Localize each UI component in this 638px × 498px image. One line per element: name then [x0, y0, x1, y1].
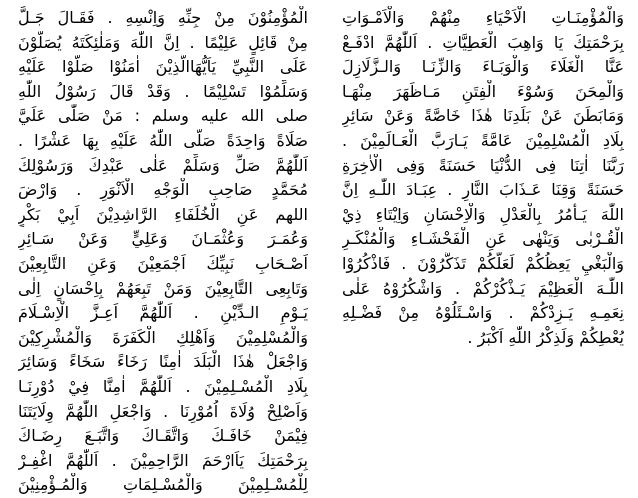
text-line: وَسَلِّمُوْا تَسْلِيْمًا . وَقَدْ قَالَ رَسُوْلُ اللّٰهِ: [18, 81, 308, 101]
text-line: وَاَصْلِحْ وُلَاةَ اُمُوْرِنَا . وَاجْعَلِ اللّٰهُمَّ وِلَايَتَنَا: [18, 401, 308, 421]
text-line: اللهم عَنِ الْخُلَفَاءِ الرَّاشِدِيْنَ اَبِيْ بَكْرٍ: [18, 204, 308, 224]
text-line: رَبَّنَا اٰتِنَا فِى الدُّنْيَا حَسَنَةً وَفِى الْاٰخِرَةِ: [342, 155, 624, 175]
text-line: وَعُمَـرَ وَعُثْمَـانَ وَعَلِيٍّ وَعَنْ سَـائِرِ: [18, 229, 308, 249]
text-line: بِرَحْمَتِكَ يَا وَاهِبَ الْعَطِيَّاتِ . اَللّٰهُمَّ ادْفَـعْ: [342, 32, 624, 52]
text-line: وَالْمِحَنَ وَسُوْءَ الْفِتَنِ مَـاظَهَرَ مِنْهَـا: [342, 81, 624, 101]
text-line: بِلَادِ الْمُسْلِمِيْنَ عَامَّةً يَـارَبَّ الْعَـالَمِيْنَ .: [342, 130, 624, 150]
text-line: وَالْمُسْلِمِيْنَ وَاَهْلِكِ الْكَفَرَةَ وَالْمُشْرِكِيْنَ: [18, 327, 308, 347]
text-line: نِعَمِـهِ يَـزِدْكُمْ . وَاسْـئَلُوْهُ مِنْ فَضْـلِهِ: [342, 303, 624, 323]
text-line: لِلْمُسْـلِمِيْنَ وَالْمُسْـلِمَاتِ وَالْمُـؤْمِنِيْنَ: [18, 475, 308, 495]
text-line: بِلَادِ الْمُسْـلِمِيْنَ . اَللّٰهُمَّ اٰمِنَّا فِيْ دُوْرِنَـا: [18, 376, 308, 396]
text-line: صلى الله عليه وسلم : مَنْ صَلّٰى عَلَيَّ: [18, 106, 308, 126]
text-line: مُحَمَّدٍ صَاحِبِ الْوَجْهِ الْاَنْوَرِ . وَارْضَ: [18, 180, 308, 200]
text-line: وَتَابِعِى التَّابِعِيْنَ وَمَنْ تَبِعَهُمْ بِاِحْسَانٍ اِلٰى: [18, 278, 308, 298]
text-line: اَصْـحَابِ نَبِيِّكَ اَجْمَعِيْنَ وَعَنِ التَّابِعِيْنَ: [18, 253, 308, 273]
text-line: وَالْمُؤْمِنَـاتِ الْاَحْيَاءِ مِنْهُمْ وَالْاَمْـوَاتِ: [342, 8, 624, 27]
text-line: وَمَابَطَنَ عَنْ بَلَدِنَا هٰذَا خَاصَّةً وَعَنْ سَائِرِ: [342, 106, 624, 126]
right-text-column: [342, 6, 624, 350]
text-line: اللّٰـهَ الْعَظِيْمَ يَـذْكُرْكُمْ . وَاشْكُرُوْهُ عَلٰى: [342, 278, 624, 298]
text-line: اَللّٰهُمَّ صَلِّ وَسَلِّمْ عَلٰى عَبْدِكَ وَرَسُوْلِكَ: [18, 155, 308, 175]
text-line: حَسَنَةً وَقِنَا عَـذَابَ النَّارِ . عِبَـادَ اللّٰـهِ اِنَّ: [342, 180, 624, 200]
text-line: الْمُؤْمِنُوْنَ مِنْ جِنِّهِ وَاِنْسِهِ . فَقَـالَ جَـلَّ: [18, 8, 308, 27]
text-line: وَالْبَغْيِ يَعِظُكُمْ لَعَلَّكُمْ تَذَكَّرُوْنَ . فَاذْكُرُوْا: [342, 253, 624, 273]
text-line: فِيْمَنْ خَافَـكَ وَاتَّقَـاكَ وَاتَّبَـعَ رِضَـاكَ: [18, 426, 308, 446]
text-line: يَـوْمِ الـدِّيْنِ . اَللّٰهُمَّ اَعِـزَّ الْاِسْـلَامَ: [18, 303, 308, 323]
text-line: بِرَحْمَتِكَ يَاَارْحَمَ الرَّاحِمِيْنَ . اَللّٰهُمَّ اغْفِـرْ: [18, 450, 308, 470]
text-line: صَلَاةً وَاحِدَةً صَلَّى اللّٰهُ عَلَيْهِ بِهَا عَشْرًا .: [18, 130, 308, 150]
left-text-column: [18, 6, 308, 498]
text-line: عَنَّا الْغَلَاءَ وَالْوَبَـاءَ وَالزِّنَـا وَالـزَّلَازِلَ: [342, 57, 624, 77]
text-line: عَلَى النَّبِيِّ يَاَيُّهَاالَّذِيْنَ اٰمَنُوْا صَلُّوْا عَلَيْهِ: [18, 57, 308, 77]
text-line: اللّٰهَ يَـأْمُرُ بِالْعَدْلِ وَالْاِحْسَانِ وَاِيْتَاءِ ذِيْ: [342, 204, 624, 224]
text-line: الْقُـرْبٰى وَيَنْهٰى عَنِ الْفَحْشَـاءِ وَالْمُنْكَـرِ: [342, 229, 624, 249]
text-line: مِنْ قَائِلٍ عَلِيْمًا . اِنَّ اللّٰهَ وَمَلٰئِكَتَهُ يُصَلُّوْنَ: [18, 32, 308, 52]
text-line-last: يُعْطِكُمْ وَلَذِكْرُ اللّٰهِ اَكْبَرُ .: [467, 327, 624, 347]
text-line: وَاجْعَلْ هٰذَا الْبَلَدَ اٰمِنًا رَخَاءً سَخَاءً وَسَائِرَ: [18, 352, 308, 372]
